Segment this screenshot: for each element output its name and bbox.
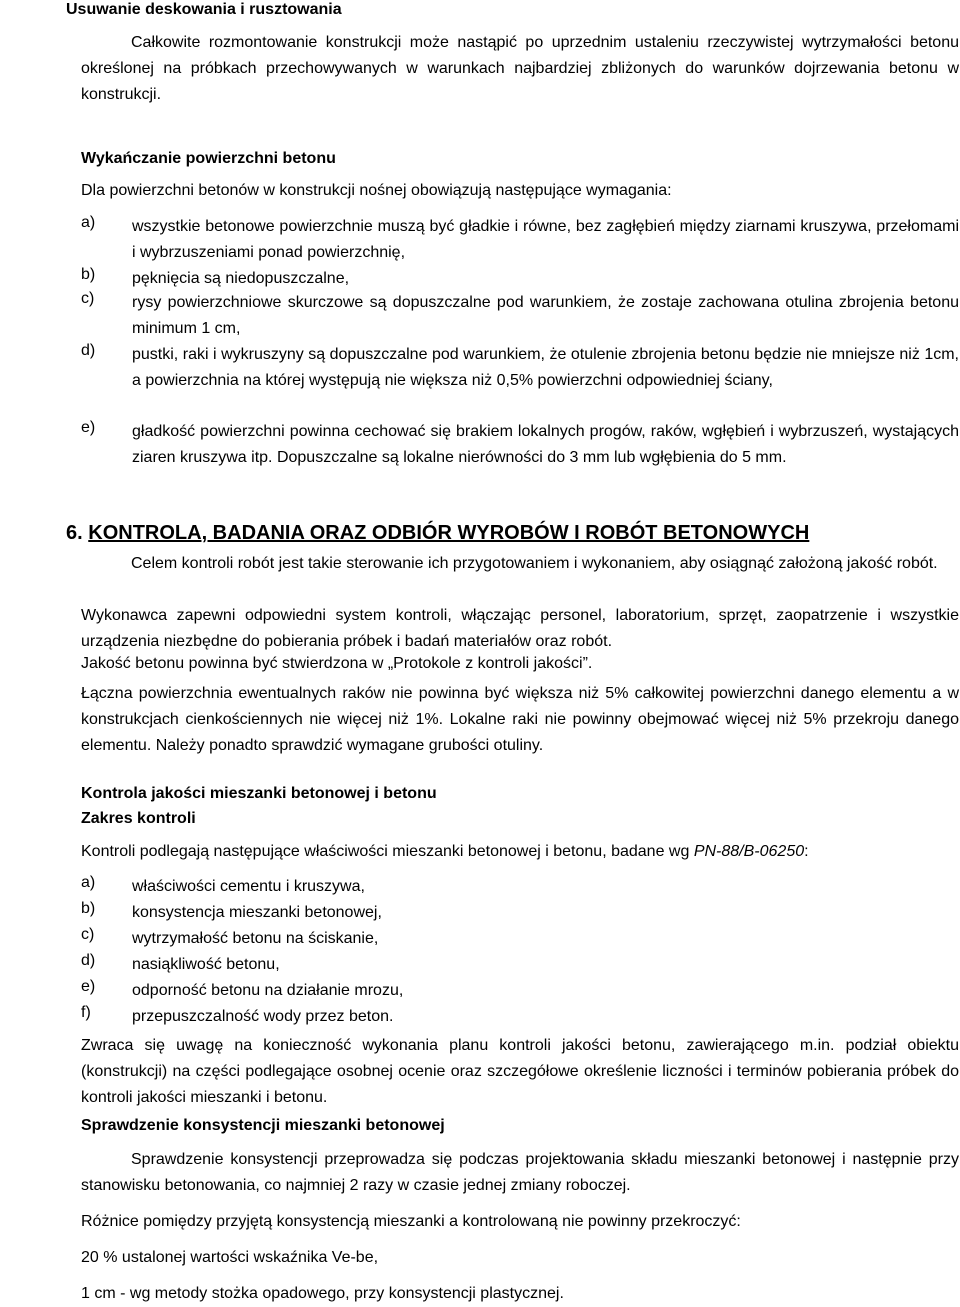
list-item-label: a)	[81, 874, 96, 891]
list-item	[81, 952, 959, 978]
list-item-text: rysy powierzchniowe skurczowe są dopuszczalne pod warunkiem, że zostaje zachowana otulina zbrojenia betonu minimum 1 cm,	[132, 294, 959, 337]
list-item-text: wytrzymałość betonu na ściskanie,	[132, 930, 379, 947]
paragraph-control-purpose: Celem kontroli robót jest takie sterowanie ich przygotowaniem i wykonaniem, aby osiągnąć założoną jakość robót.	[131, 555, 938, 572]
list-item-text: pustki, raki i wykruszyny są dopuszczalne pod warunkiem, że otulenie zbrojenia betonu będzie nie mniejsze niż 1cm, a powierzchnia na której występują nie większa niż 0,5% powierzchni odpowiedniej ściany,	[132, 346, 959, 389]
list-item-label: d)	[81, 952, 96, 969]
control-scope-intro	[81, 843, 809, 861]
section-6-number: 6.	[66, 522, 83, 544]
list-item-text: pęknięcia są niedopuszczalne,	[132, 270, 350, 287]
intro-text: Kontroli podlegają następujące właściwości mieszanki betonowej i betonu, badane wg	[81, 843, 694, 860]
list-item	[81, 214, 959, 266]
list-item	[81, 290, 959, 342]
list-item	[81, 266, 959, 292]
section-6-title: KONTROLA, BADANIA ORAZ ODBIÓR WYROBÓW I ROBÓT BETONOWYCH	[88, 522, 810, 544]
paragraph-control-plan: Zwraca się uwagę na konieczność wykonania planu kontroli jakości betonu, zawierającego m.in. podział obiektu (konstrukcji) na części podlegające osobnej ocenie oraz szczegółowe określenie liczności i terminów pobierania próbek do kontroli jakości mieszanki i betonu.	[81, 1037, 959, 1106]
intro-colon: :	[804, 843, 809, 860]
heading-surface-finishing: Wykańczanie powierzchni betonu	[81, 150, 336, 167]
list-item-label: d)	[81, 342, 96, 359]
heading-quality-control: Kontrola jakości mieszanki betonowej i betonu	[81, 785, 437, 802]
paragraph-defects-limits: Łączna powierzchnia ewentualnych raków nie powinna być większa niż 5% całkowitej powierzchni danego elementu a w konstrukcjach cienkościennych nie więcej niż 1%. Lokalne raki nie powinny obejmować więcej niż 5% przekroju danego elementu. Należy ponadto sprawdzić wymagane grubości otuliny.	[81, 685, 959, 754]
list-item-label: e)	[81, 419, 96, 436]
tolerance-vebe: 20 % ustalonej wartości wskaźnika Ve-be,	[81, 1249, 379, 1266]
list-item-label: c)	[81, 926, 95, 943]
heading-formwork-removal: Usuwanie deskowania i rusztowania	[66, 1, 342, 18]
norm-reference: PN-88/B-06250	[693, 843, 805, 860]
list-item-text: wszystkie betonowe powierzchnie muszą być gładkie i równe, bez zagłębień między ziarnami kruszywa, przełomami i wybrzuszeniami ponad powierzchnię,	[132, 218, 959, 261]
list-item-label: b)	[81, 900, 96, 917]
list-item-label: f)	[81, 1004, 91, 1021]
section-6-heading	[66, 522, 809, 545]
list-item	[81, 900, 959, 926]
list-item-text: przepuszczalność wody przez beton.	[132, 1008, 394, 1025]
surface-requirements-intro: Dla powierzchni betonów w konstrukcji nośnej obowiązują następujące wymagania:	[81, 182, 672, 199]
list-item-label: b)	[81, 266, 96, 283]
list-item-text: gładkość powierzchni powinna cechować się brakiem lokalnych progów, raków, wgłębień i wybrzuszeń, wystających ziaren kruszywa itp. Dopuszczalne są lokalne nierówności do 3 mm lub wgłębienia do 5 mm.	[132, 423, 959, 466]
list-item-text: odporność betonu na działanie mrozu,	[132, 982, 404, 999]
list-item-label: e)	[81, 978, 96, 995]
list-item	[81, 874, 959, 900]
list-item	[81, 342, 959, 394]
list-item	[81, 978, 959, 1004]
heading-consistency-check: Sprawdzenie konsystencji mieszanki betonowej	[81, 1117, 445, 1134]
paragraph-control-system: Wykonawca zapewni odpowiedni system kontroli, włączając personel, laboratorium, sprzęt, zaopatrzenie i wszystkie urządzenia niezbędne do pobierania próbek i badań materiałów oraz robót.	[81, 607, 959, 650]
list-item-label: a)	[81, 214, 96, 231]
paragraph-consistency-check: Sprawdzenie konsystencji przeprowadza się podczas projektowania składu mieszanki betonowej i następnie przy stanowisku betonowania, co najmniej 2 razy w czasie jednej zmiany roboczej.	[81, 1151, 959, 1194]
list-item-label: c)	[81, 290, 95, 307]
paragraph-quality-protocol: Jakość betonu powinna być stwierdzona w „Protokole z kontroli jakości”.	[81, 655, 593, 672]
paragraph-formwork-removal: Całkowite rozmontowanie konstrukcji może nastąpić po uprzednim ustaleniu rzeczywistej wytrzymałości betonu określonej na próbkach przechowywanych w warunkach najbardziej zbliżonych do warunków dojrzewania betonu w konstrukcji.	[81, 34, 959, 103]
list-item-text: nasiąkliwość betonu,	[132, 956, 280, 973]
list-item	[81, 1004, 959, 1030]
list-item	[81, 926, 959, 952]
tolerance-slump-cone: 1 cm - wg metody stożka opadowego, przy konsystencji plastycznej.	[81, 1285, 564, 1302]
heading-control-scope: Zakres kontroli	[81, 810, 196, 827]
list-item	[81, 419, 959, 471]
list-item-text: konsystencja mieszanki betonowej,	[132, 904, 382, 921]
list-item-text: właściwości cementu i kruszywa,	[132, 878, 365, 895]
paragraph-consistency-tolerance: Różnice pomiędzy przyjętą konsystencją mieszanki a kontrolowaną nie powinny przekroczyć:	[81, 1213, 741, 1230]
